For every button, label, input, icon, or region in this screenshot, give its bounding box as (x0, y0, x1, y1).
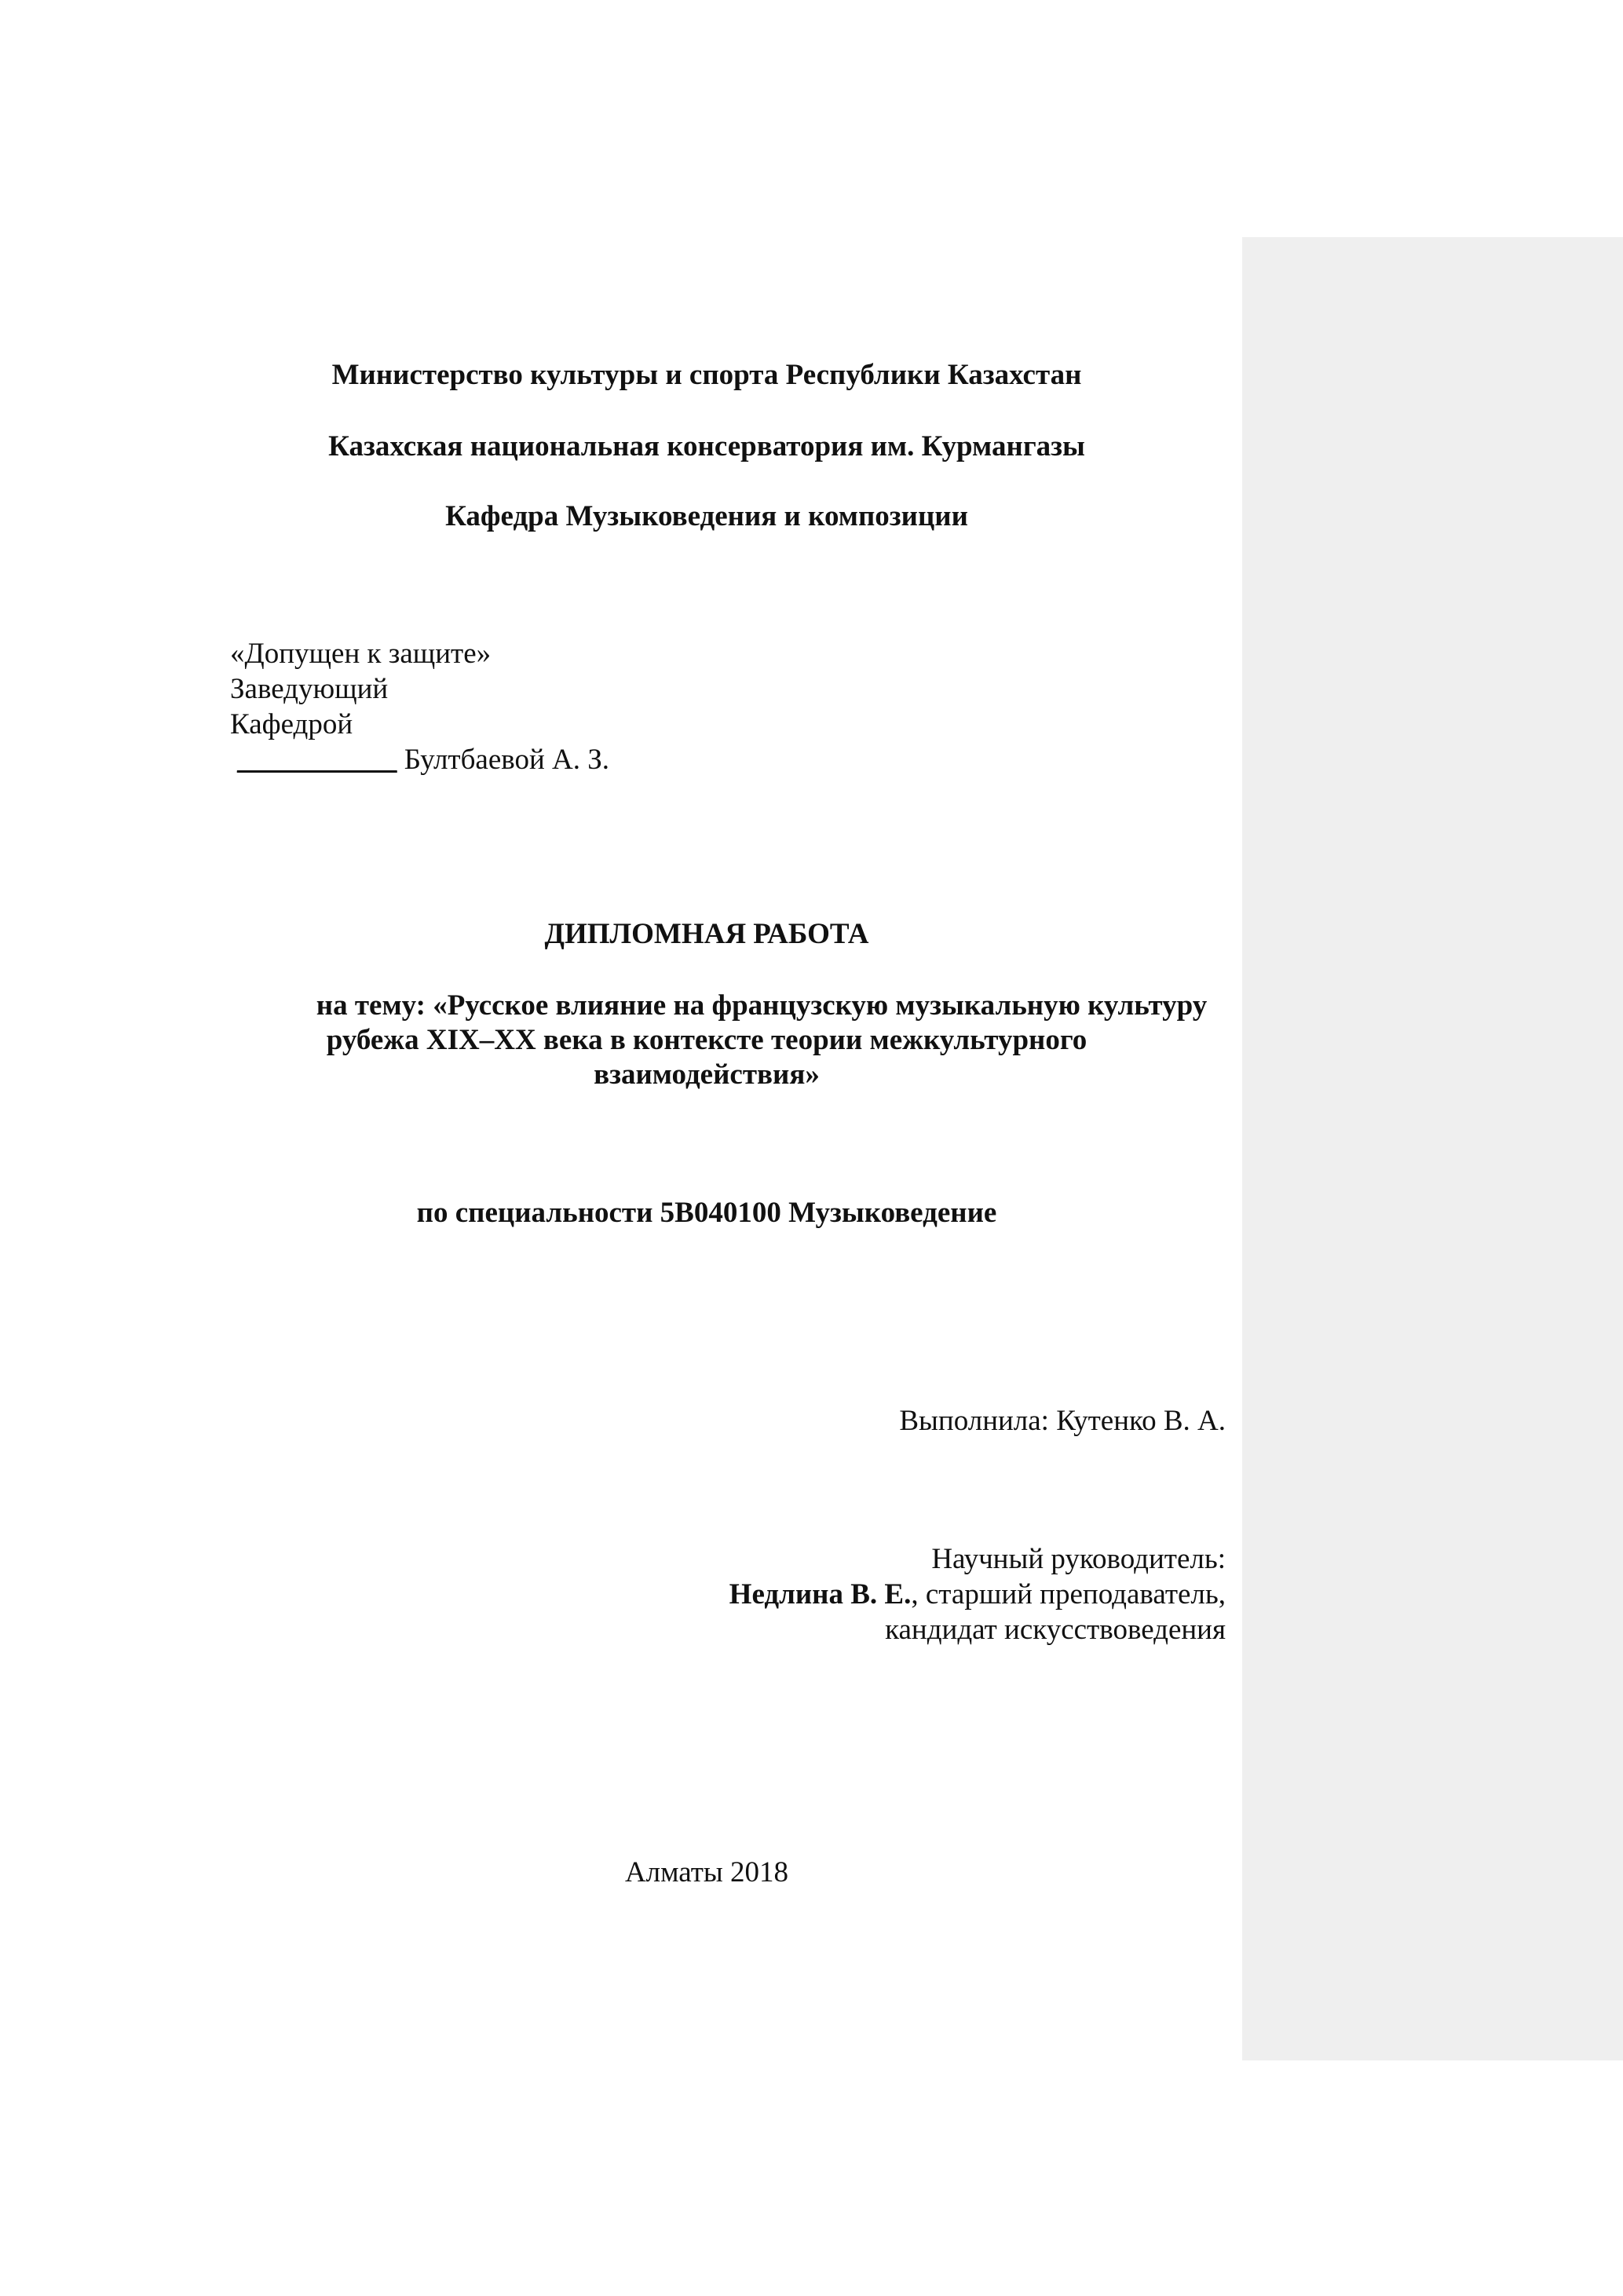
approval-admitted: «Допущен к защите» (230, 638, 492, 670)
ministry-heading: Министерство культуры и спорта Республики Казахстан (331, 359, 1082, 391)
approval-signature-line (237, 742, 609, 778)
approval-department: Кафедрой (230, 708, 353, 740)
institution-heading: Казахская национальная консерватория им. Курмангазы (328, 430, 1085, 462)
supervisor-degree: кандидат искусствоведения (885, 1614, 1226, 1646)
head-of-department-name: Бултбаевой А. З. (404, 744, 610, 776)
approval-head-title: Заведующий (230, 673, 389, 705)
topic-line-2: рубежа XIX–XX века в контексте теории межкультурного (326, 1024, 1087, 1056)
author-line: Выполнила: Кутенко В. А. (899, 1405, 1226, 1437)
specialty-line: по специальности 5В040100 Музыковедение (416, 1197, 997, 1229)
supervisor-name-line (729, 1577, 1226, 1613)
topic-line-1: на тему: «Русское влияние на французскую музыкальную культуру (316, 989, 1208, 1022)
city-year: Алматы 2018 (624, 1856, 789, 1888)
supervisor-label: Научный руководитель: (931, 1543, 1226, 1575)
topic-line-3: взаимодействия» (594, 1058, 820, 1091)
department-heading: Кафедра Музыковедения и композиции (445, 500, 968, 532)
signature-blank: ___________ (237, 744, 397, 776)
supervisor-name: Недлина В. Е. (729, 1578, 912, 1610)
supervisor-position: , старший преподаватель, (911, 1578, 1226, 1610)
document-type-title: ДИПЛОМНАЯ РАБОТА (544, 918, 869, 950)
